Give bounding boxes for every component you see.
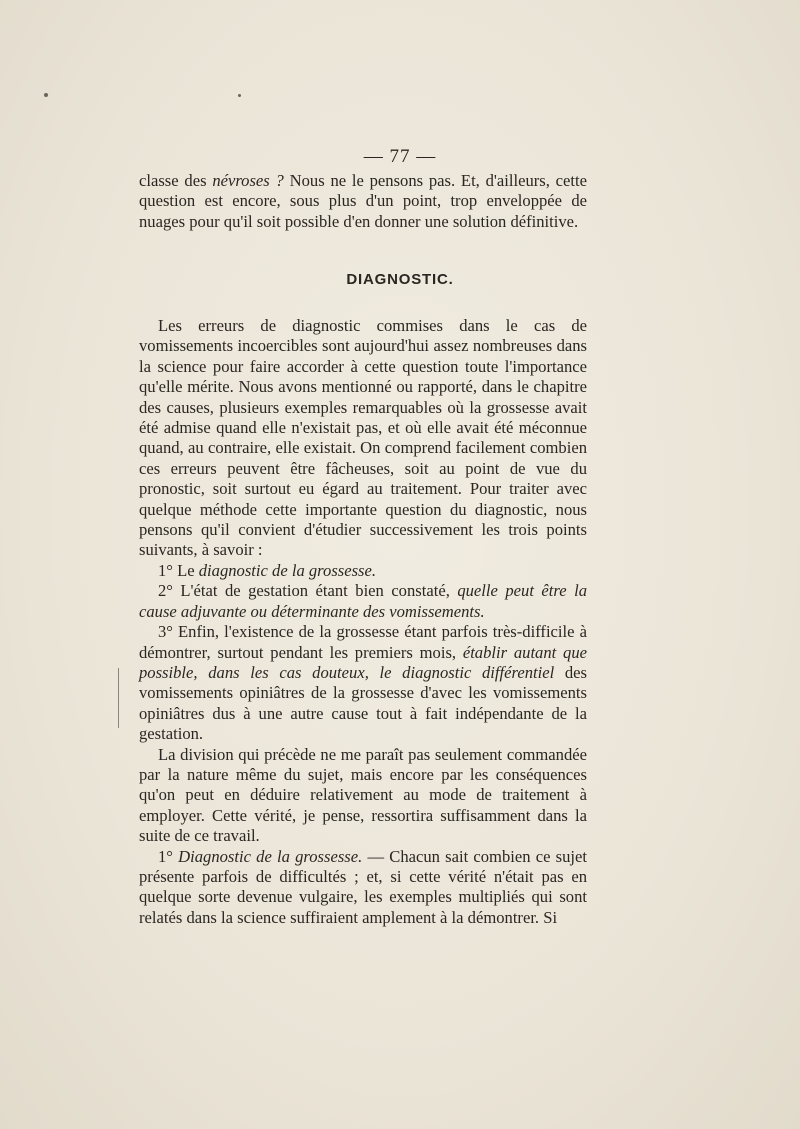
italic-text: Diagnostic de la grossesse. (178, 846, 363, 866)
text-run: 2° L'état de gestation étant bien constaté, (158, 581, 458, 601)
paragraph (139, 316, 587, 561)
page-number: — 77 — (363, 146, 437, 167)
body-text (139, 316, 587, 928)
text-run: 1° Le (158, 560, 199, 580)
margin-pencil-mark (118, 668, 119, 728)
intro-paragraph (139, 171, 587, 232)
italic-text: quelle peut être la cause adjuvante ou déterminante des vomissements. (139, 581, 587, 621)
italic-text: névroses ? (212, 171, 284, 190)
list-item (139, 561, 587, 581)
list-item (139, 581, 587, 622)
italic-text: diagnostic de la grossesse. (198, 560, 377, 580)
text-run: 1° (158, 846, 179, 866)
text-run: — Chacun sait combien ce sujet présente parfois de difficultés ; et, si cette vérité n'était pas en quelque sorte devenue vulgaire, les exemples multipliés qui sont relatés dans la science suffiraient amplement à la démontrer. Si (139, 846, 587, 927)
text-run: 3° Enfin, l'existence de la grossesse étant parfois très-difficile à démontrer, surtout pendant les premiers mois, (139, 622, 587, 662)
print-speck (238, 94, 241, 97)
section-heading: DIAGNOSTIC. (346, 271, 454, 288)
intro-text (139, 171, 587, 232)
print-speck (44, 93, 48, 97)
italic-text: établir autant que possible, dans les cas douteux, le diagnostic différentiel (139, 642, 587, 682)
text-run: des vomissements opiniâtres de la grossesse d'avec les vomissements opiniâtres dus à une autre cause tout à fait indépendante de la gestation. (139, 662, 587, 744)
text-run: La division qui précède ne me paraît pas seulement commandée par la nature même du sujet, mais encore par les conséquences qu'on peut en déduire relativement au mode de traitement à employer. Cette vérité, je pense, ressortira suffisamment dans la suite de ce travail. (139, 744, 587, 846)
paragraph (139, 847, 587, 929)
text-run: Nous ne le pensons pas. Et, d'ailleurs, cette question est encore, sous plus d'un point, trop enveloppée de nuages pour qu'il soit possible d'en donner une solution définitive. (139, 171, 587, 231)
list-item (139, 622, 587, 744)
text-run: classe des (139, 171, 213, 190)
text-run: Les erreurs de diagnostic commises dans le cas de vomissements incoercibles sont aujourd'hui assez nombreuses dans la science pour faire accorder à cette question toute l'importance qu'elle mérite. Nous avons mentionné ou rapporté, dans le chapitre des causes, plusieurs exemples remarquables où la grossesse avait été admise quand elle n'existait pas, et où elle avait été méconnue quand, au contraire, elle existait. On comprend facilement combien ces erreurs peuvent être fâcheuses, soit au point de vue du pronostic, soit surtout eu égard au traitement. Pour traiter avec quelque méthode cette importante question du diagnostic, nous pensons qu'il convient d'étudier successivement les trois points suivants, à savoir : (139, 316, 587, 560)
paragraph (139, 745, 587, 847)
